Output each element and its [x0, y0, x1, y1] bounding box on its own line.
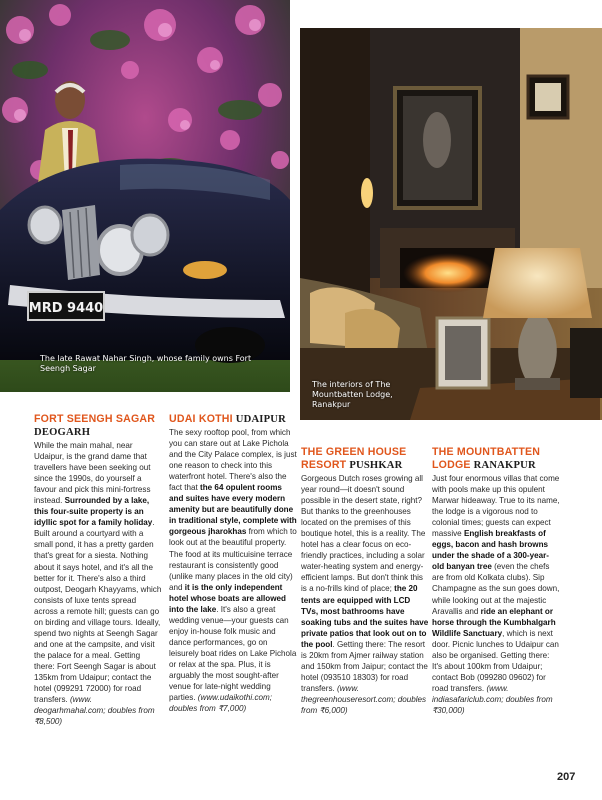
body-text: , which is next door. Picnic lunches to Udaipur can also be organised. Getting there: It's about 100km from Udaipur; contact Bob (099280 09602) for road transfers.	[432, 628, 559, 693]
highlight-text: the 20 tents are equipped with LCD TVs, most bathrooms have soaking tubs and the suites have private patios that look out on to the pool	[301, 584, 429, 649]
license-plate: MRD 9440	[28, 301, 104, 316]
article-fort-seengh-sagar	[34, 413, 162, 727]
contact-info: (www. deogarhmahal.com; doubles from ₹8,500)	[34, 695, 155, 727]
body-text: Just four enormous villas that come with pools make up this opulent Marwar hideaway. True to its name, the lodge is a vigorous nod to colonial times; guests can expect massive	[432, 474, 560, 539]
highlight-text: Surrounded by a lake, this four-suite property is an idyllic spot for a family holiday	[34, 496, 153, 528]
hotel-location: UDAIPUR	[235, 414, 286, 425]
body-text: from which to look out at the beautiful property. The food at its multicuisine terrace restaurant is consistently good (unlike many places in the old city) and	[169, 527, 297, 592]
hotel-name: UDAI KOTHI	[169, 413, 233, 425]
article-body	[169, 427, 297, 714]
hotel-name-line-1: THE GREEN HOUSE	[301, 446, 407, 458]
hotel-name-line-2: RESORT	[301, 459, 347, 471]
article-body	[301, 473, 429, 716]
caption-right-photo: The interiors of The Mountbatten Lodge, Ranakpur	[312, 380, 393, 409]
highlight-text: the 64 opulent rooms and suites have every modern amenity but are beautifully done in traditional style, complete with gorgeous jharokhas	[169, 483, 297, 537]
article-green-house-resort	[301, 446, 429, 716]
hotel-name: FORT SEENGH SAGAR	[34, 413, 156, 425]
body-text: . Getting there: The resort is 20km from Ajmer railway station and 150km from Jaipur; contact the hotel (093510 18303) for road transfers.	[301, 639, 428, 693]
body-text: Gorgeous Dutch roses growing all year round—it doesn't sound possible in the desert state, right? But thanks to the greenhouses located on the premises of this boutique hotel, this is a reality. The hotel has a clear focus on eco-friendly practices, including a solar water-heating system and energy-efficient lamps. But don't think this is a no-frills kind of place;	[301, 474, 426, 594]
article-heading	[169, 413, 297, 426]
highlight-text: ride an elephant or horse through the Kumbhalgarh Wildlife Sanctuary	[432, 606, 556, 638]
highlight-text: it is the only independent hotel whose boats are allowed into the lake	[169, 582, 286, 614]
contact-info: (www.udaikothi.com; doubles from ₹7,000)	[169, 693, 273, 714]
photo-man-with-car	[0, 0, 290, 392]
body-text: . It's also a great wedding venue—your guests can enjoy in-house folk music and dance performances, go on leisurely boat rides on Lake Pichola or relax at the spa. Plus, it is arguably the most sought-after venue for late-night wedding parties.	[169, 604, 297, 703]
body-text: While the main mahal, near Udaipur, is the grand dame that travellers have been seeking out since the 1990s, do yourself a favour and pick this mini-fortress instead.	[34, 441, 151, 506]
article-body	[432, 473, 560, 716]
article-udai-kothi	[169, 413, 297, 714]
article-heading	[301, 446, 429, 472]
photo-lodge-interior	[300, 28, 602, 420]
hotel-location: RANAKPUR	[473, 460, 536, 471]
hotel-name-line-2: LODGE	[432, 459, 471, 471]
body-text: The sexy rooftop pool, from which you can stare out at Lake Pichola and the City Palace complex, is just one reason to check into this waterfront hotel. There's also the fact that	[169, 428, 297, 493]
contact-info: (www. indiasafariclub.com; doubles from ₹30,000)	[432, 683, 553, 715]
caption-left-photo: The late Rawat Nahar Singh, whose family owns Fort Seengh Sagar	[40, 354, 252, 373]
hotel-location: PUSHKAR	[349, 460, 403, 471]
article-body	[34, 440, 162, 727]
page-number: 207	[557, 771, 576, 783]
article-heading	[34, 413, 162, 439]
body-text: (even the chefs are from old Kolkata clubs). Sip Champagne as the sun goes down, while looking out at the majestic Aravallis and	[432, 562, 560, 616]
article-heading	[432, 446, 560, 472]
hotel-name-line-1: THE MOUNTBATTEN	[432, 446, 541, 458]
hotel-location: DEOGARH	[34, 427, 91, 438]
highlight-text: English breakfasts of eggs, bacon and hash browns under the shade of a 300-year-old banyan tree	[432, 529, 549, 572]
body-text: . Built around a courtyard with a small pond, it has a pretty garden that's great for a siesta. Nothing about it says hotel, and it's all the better for it. There's also a third outpost, Deogarh Khayyams, which consists of luxe tents spread across a remote hill; guests can go on birding and village tours. Ideally, spend two nights at Seengh Sagar and one at the campsite, and visit the palace for a meal. Getting there: Fort Seengh Sagar is about 135km from Udaipur; contact the hotel (099291 72000) for road transfers.	[34, 518, 162, 705]
article-mountbatten-lodge	[432, 446, 560, 716]
contact-info: (www. thegreenhouseresort.com; doubles from ₹6,000)	[301, 683, 427, 715]
